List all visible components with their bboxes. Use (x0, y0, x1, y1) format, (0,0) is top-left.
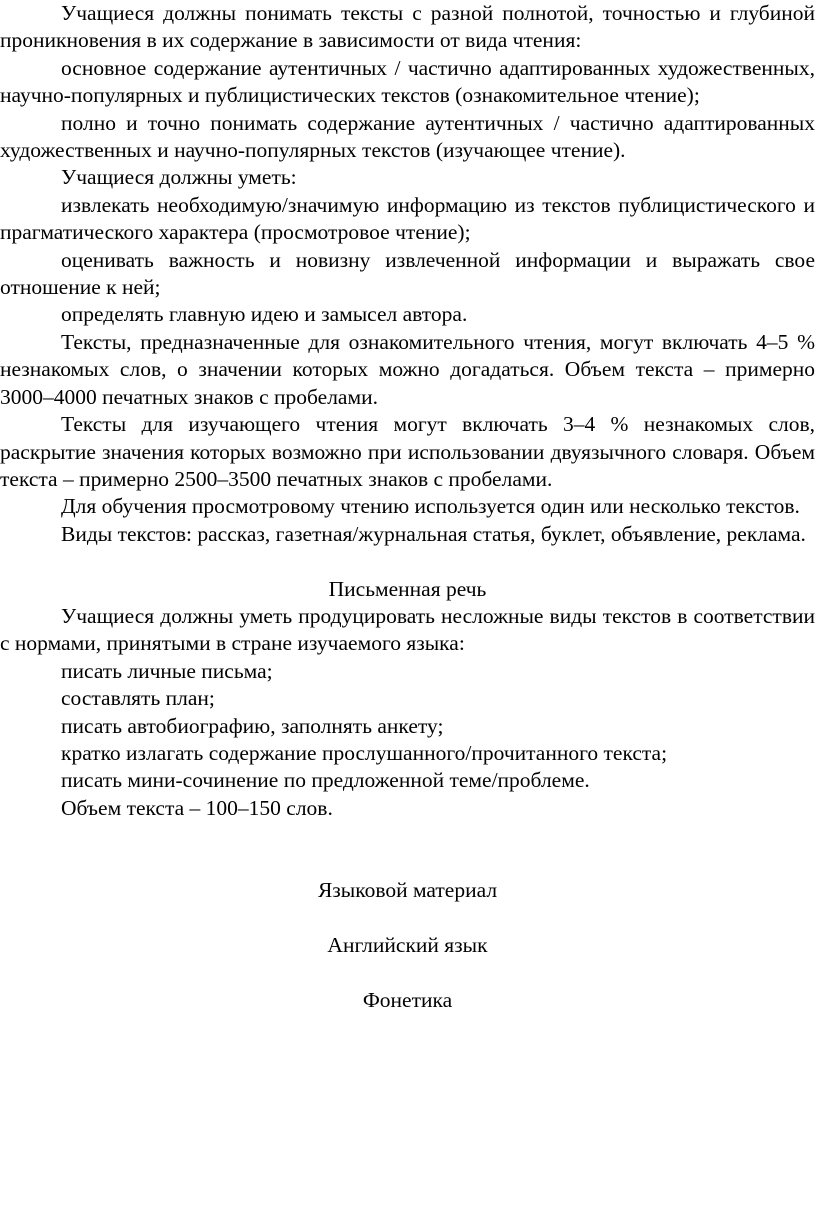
paragraph: Учащиеся должны уметь: (61, 165, 297, 190)
paragraph: Учащиеся должны уметь продуцировать несложные виды текстов в соответствии с нормами, принятыми в стране изучаемого языка: (0, 603, 815, 656)
paragraph: Тексты, предназначенные для ознакомительного чтения, могут включать 4–5 % незнакомых слов, о значении которых можно догадаться. Объем текста – примерно 3000–4000 печатных знаков с пробелами. (0, 329, 815, 409)
subheading-english: Английский язык (327, 932, 488, 957)
paragraph: извлекать необходимую/значимую информацию из текстов публицистического и прагматического характера (просмотровое чтение); (0, 192, 815, 245)
paragraph: оценивать важность и новизну извлеченной информации и выражать свое отношение к ней; (0, 247, 815, 300)
paragraph: Объем текста – 100–150 слов. (61, 795, 333, 820)
paragraph: полно и точно понимать содержание аутентичных / частично адаптированных художественных и научно-популярных текстов (изучающее чтение). (0, 110, 815, 163)
paragraph: Для обучения просмотровому чтению используется один или несколько текстов. (61, 494, 800, 519)
paragraph: Учащиеся должны понимать тексты с разной полнотой, точностью и глубиной проникновения в их содержание в зависимости от вида чтения: (0, 1, 815, 53)
list-item: кратко излагать содержание прослушанного/прочитанного текста; (61, 740, 668, 765)
list-item: составлять план; (61, 686, 215, 711)
section-heading-writing: Письменная речь (328, 576, 487, 601)
list-item: писать мини-сочинение по предложенной теме/проблеме. (61, 768, 590, 793)
paragraph: Тексты для изучающего чтения могут включать 3–4 % незнакомых слов, раскрытие значения которых возможно при использовании двуязычного словаря. Объем текста – примерно 2500–3500 печатных знаков с пробелами. (0, 412, 815, 491)
subheading-phonetics: Фонетика (362, 987, 453, 1012)
list-item: писать личные письма; (61, 658, 273, 683)
paragraph: основное содержание аутентичных / частично адаптированных художественных, научно-популярных и публицистических текстов (ознакомительное чтение); (0, 55, 815, 108)
paragraph: определять главную идею и замысел автора. (61, 302, 468, 327)
list-item: писать автобиографию, заполнять анкету; (61, 713, 444, 738)
paragraph: Виды текстов: рассказ, газетная/журнальная статья, буклет, объявление, реклама. (61, 521, 806, 546)
section-heading-language-material: Языковой материал (317, 877, 498, 902)
